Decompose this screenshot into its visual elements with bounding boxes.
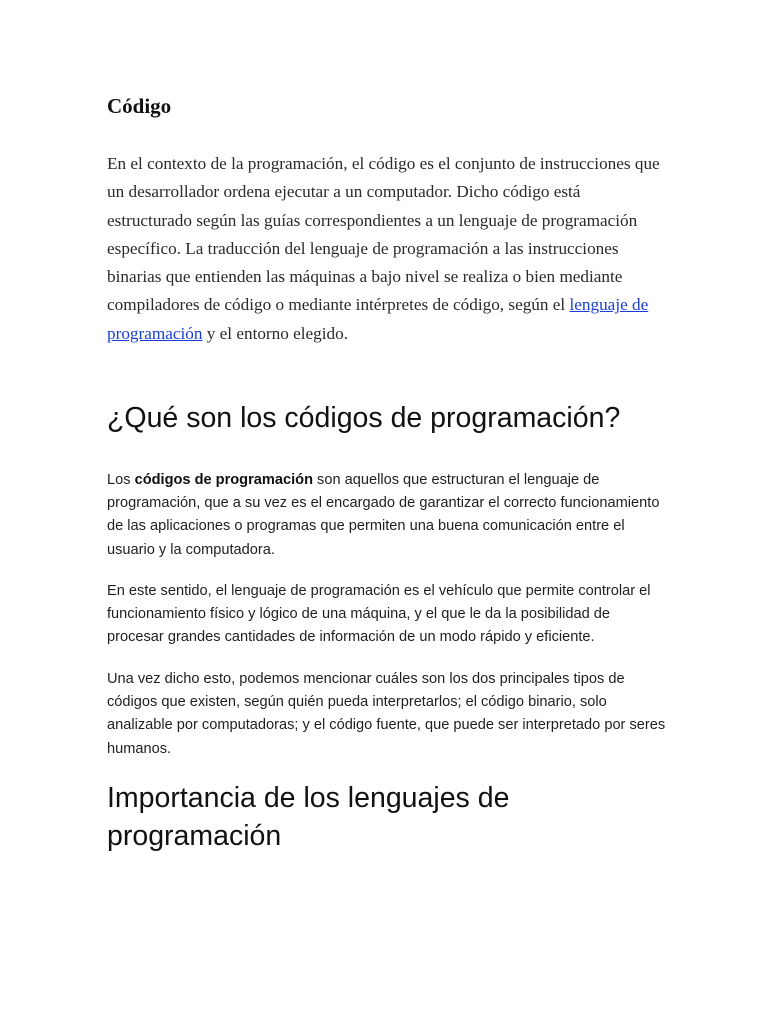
paragraph-codigos-definition: [107, 469, 667, 562]
heading-que-son-los-codigos: ¿Qué son los códigos de programación?: [107, 402, 621, 434]
paragraph-codigo-text: En el contexto de la programación, el código es el conjunto de instrucciones que un desarrollador ordena ejecutar a un computador. Dicho código está estructurado según las guías correspondientes a un lenguaje de programación específico. La traducción del lenguaje de programación a las instrucciones binarias que entienden las máquinas a bajo nivel se realiza o bien mediante compiladores de código o mediante intérpretes de código, según el: [107, 154, 660, 315]
lenguaje-de-programacion-link[interactable]: lenguaje de programación: [107, 295, 649, 343]
paragraph-codigo-tail: y el entorno elegido.: [202, 323, 349, 343]
paragraph-lead: Los: [107, 472, 135, 488]
heading-importancia: Importancia de los lenguajes de programación: [107, 782, 510, 852]
bold-term-codigos: códigos de programación: [134, 472, 313, 488]
paragraph-vehiculo: En este sentido, el lenguaje de programación es el vehículo que permite controlar el funcionamiento físico y lógico de una máquina, y el que le da la posibilidad de procesar grandes cantidades de información de un modo rápido y eficiente.: [107, 583, 651, 646]
paragraph-rest: son aquellos que estructuran el lenguaje de programación, que a su vez es el encargado de garantizar el correcto funcionamiento de las aplicaciones o programas que permiten una buena comunicación entre el usuario y la computadora.: [107, 472, 660, 558]
paragraph-codigo: [107, 150, 667, 348]
section-heading-codigo: Código: [107, 94, 172, 118]
paragraph-tipos-de-codigo: Una vez dicho esto, podemos mencionar cuáles son los dos principales tipos de códigos que existen, según quién pueda interpretarlos; el código binario, solo analizable por computadoras; y el código fuente, que puede ser interpretado por seres humanos.: [107, 671, 666, 757]
